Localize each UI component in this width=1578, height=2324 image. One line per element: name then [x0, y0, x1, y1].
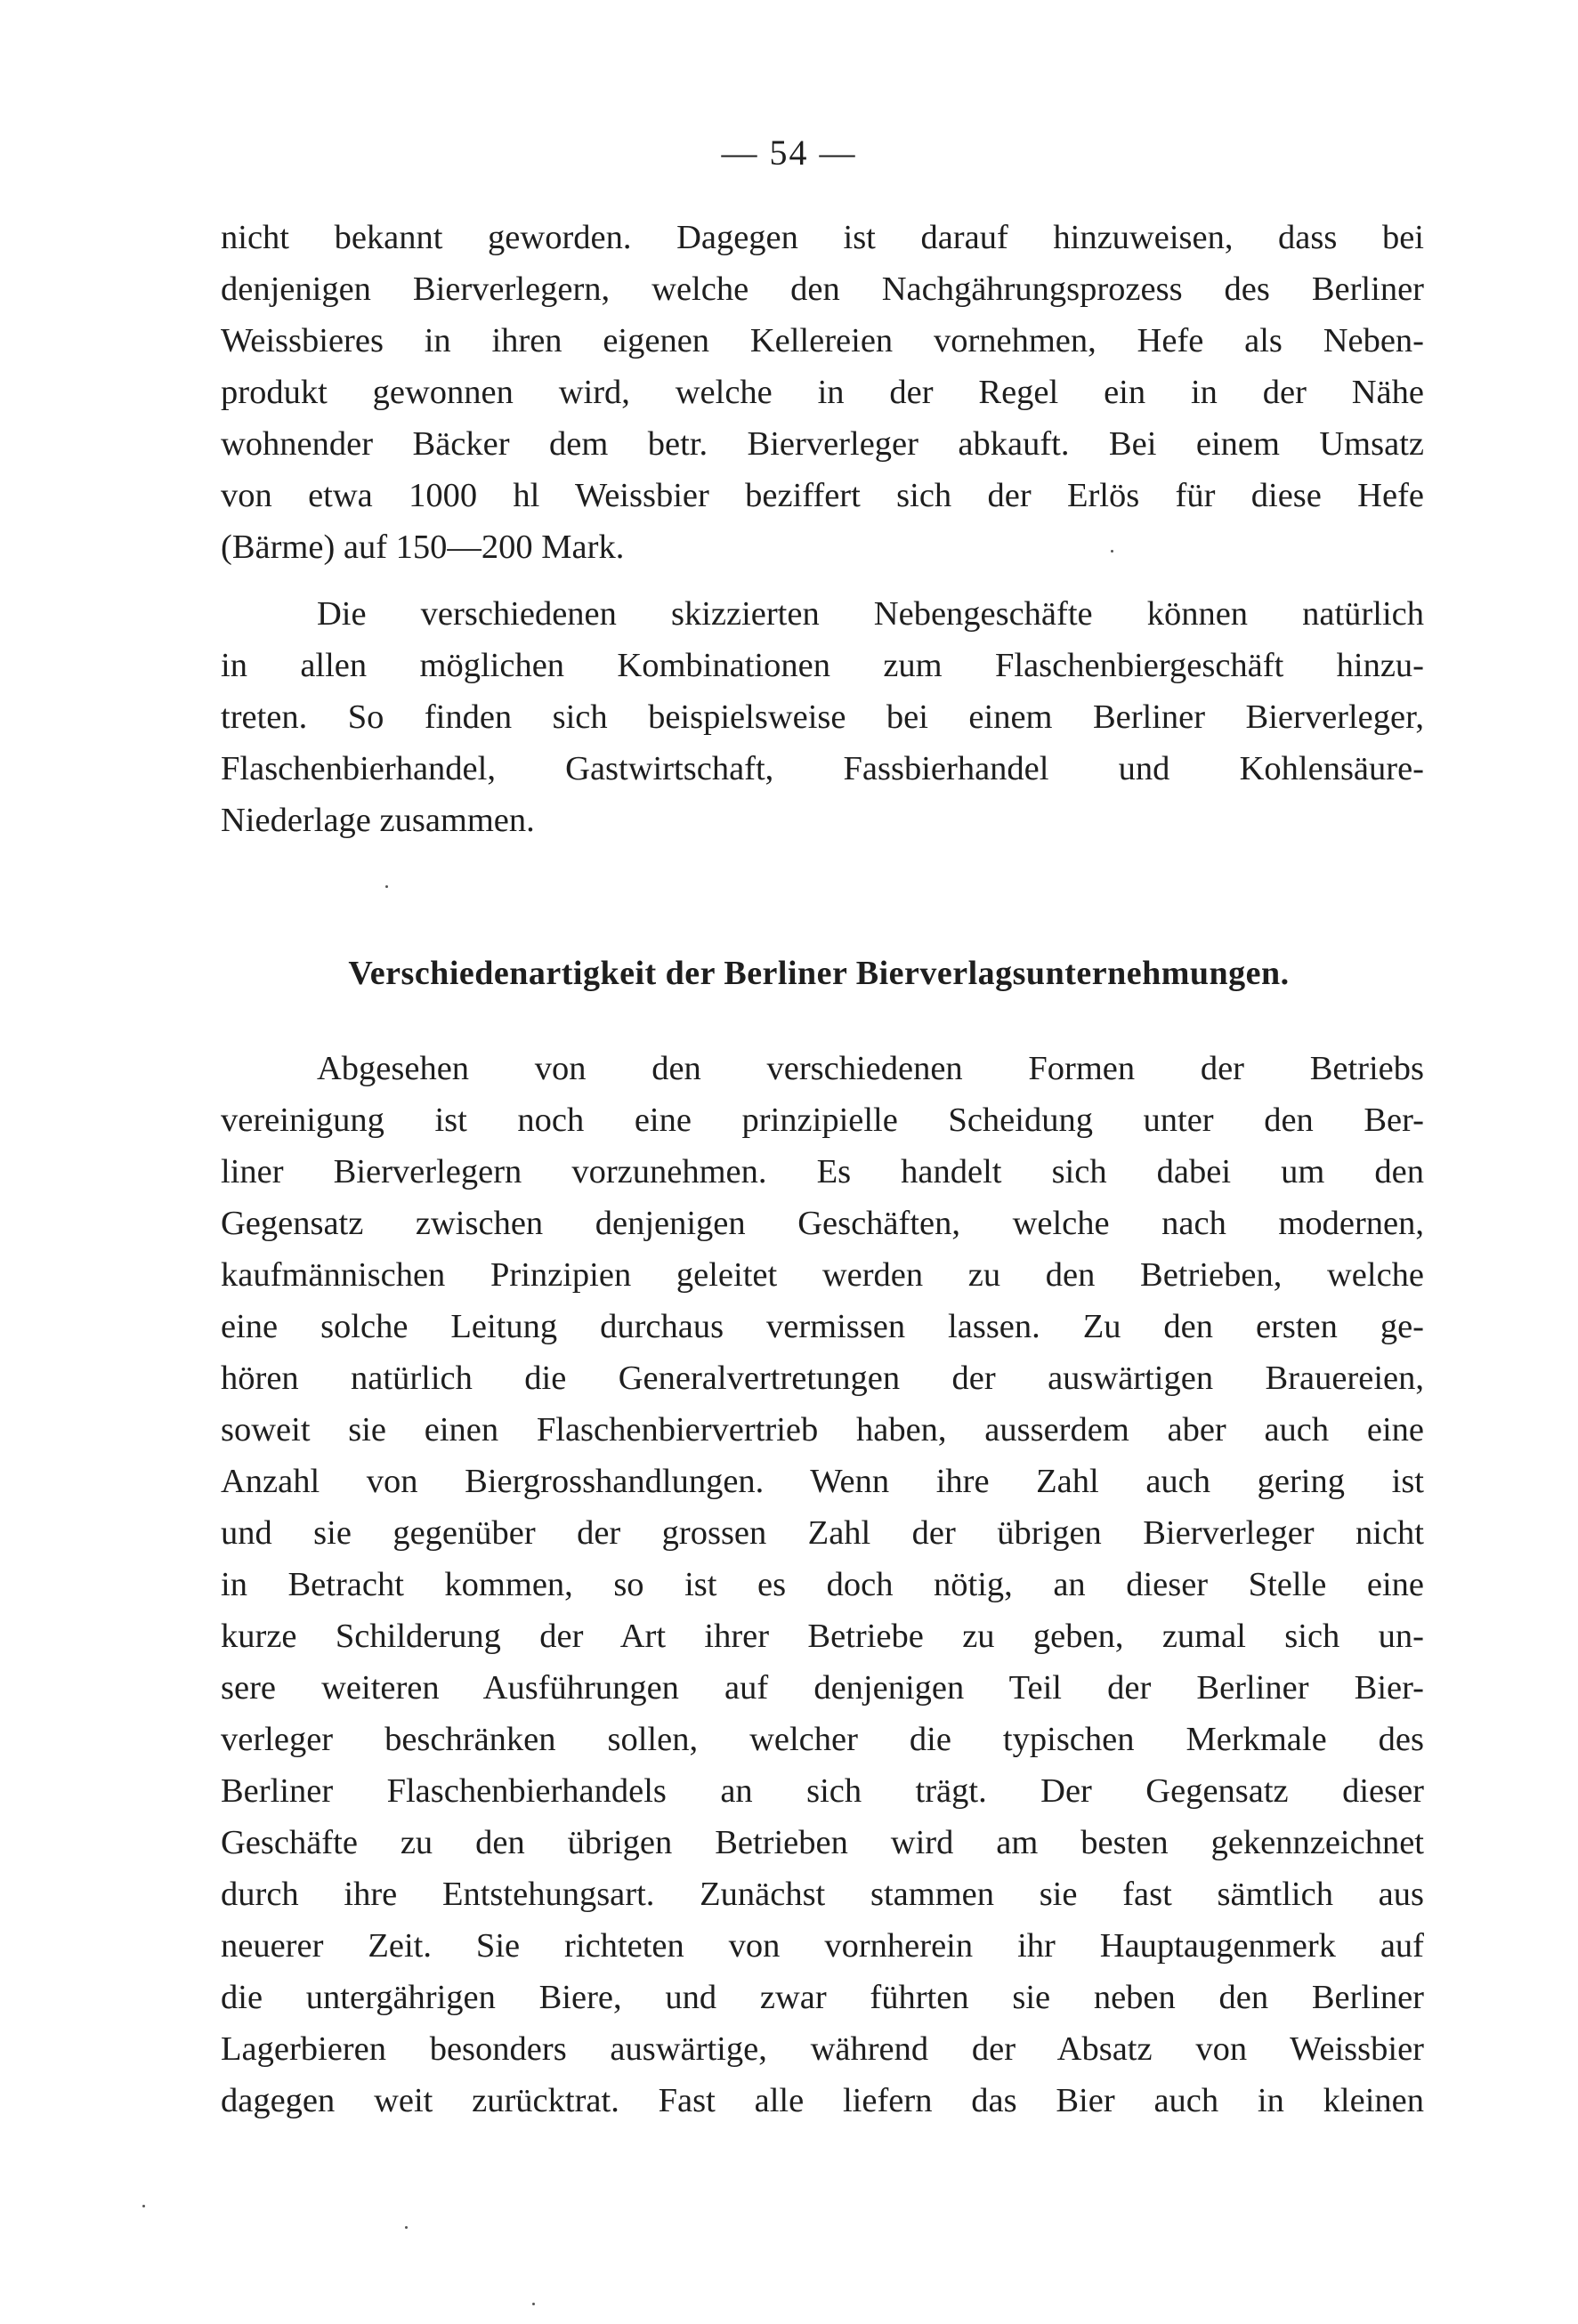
- paragraph-2: [221, 588, 1424, 846]
- paragraph-1: [221, 212, 1424, 573]
- scan-speck: [142, 2205, 145, 2207]
- scan-speck: [1111, 550, 1113, 553]
- scan-speck: [405, 2226, 408, 2229]
- text-line: (Bärme) auf 150—200 Mark.: [221, 529, 625, 566]
- text-line: Abgesehen von den verschiedenen Formen der Betriebs: [317, 1050, 1424, 1087]
- text-line: die untergährigen Biere, und zwar führten sie neben den Berliner: [221, 1979, 1424, 2016]
- text-line: kaufmännischen Prinzipien geleitet werden zu den Betrieben, welche: [221, 1256, 1424, 1294]
- text-line: vereinigung ist noch eine prinzipielle Scheidung unter den Ber-: [221, 1101, 1424, 1139]
- text-line: Anzahl von Biergrosshandlungen. Wenn ihre Zahl auch gering ist: [221, 1463, 1424, 1500]
- text-line: Gegensatz zwischen denjenigen Geschäften, welche nach modernen,: [221, 1205, 1424, 1242]
- text-line: Niederlage zusammen.: [221, 802, 535, 839]
- text-line: von etwa 1000 hl Weissbier beziffert sich der Erlös für diese Hefe: [221, 477, 1424, 514]
- scan-speck: [532, 2303, 535, 2305]
- text-line: Geschäfte zu den übrigen Betrieben wird am besten gekennzeichnet: [221, 1824, 1424, 1861]
- text-line: Die verschiedenen skizzierten Nebengeschäfte können natürlich: [317, 595, 1424, 633]
- text-line: Flaschenbierhandel, Gastwirtschaft, Fassbierhandel und Kohlensäure-: [221, 750, 1424, 787]
- text-line: Lagerbieren besonders auswärtige, während der Absatz von Weissbier: [221, 2030, 1424, 2068]
- scan-speck: [385, 885, 388, 888]
- text-line: in Betracht kommen, so ist es doch nötig, an dieser Stelle eine: [221, 1566, 1424, 1603]
- paragraph-3: [221, 1043, 1424, 2126]
- text-line: neuerer Zeit. Sie richteten von vornherein ihr Hauptaugenmerk auf: [221, 1927, 1424, 1965]
- text-line: hören natürlich die Generalvertretungen der auswärtigen Brauereien,: [221, 1360, 1424, 1397]
- text-line: eine solche Leitung durchaus vermissen lassen. Zu den ersten ge-: [221, 1308, 1424, 1345]
- text-line: in allen möglichen Kombinationen zum Flaschenbiergeschäft hinzu-: [221, 647, 1424, 684]
- text-line: nicht bekannt geworden. Dagegen ist darauf hinzuweisen, dass bei: [221, 219, 1424, 256]
- text-line: dagegen weit zurücktrat. Fast alle liefern das Bier auch in kleinen: [221, 2082, 1424, 2119]
- text-line: wohnender Bäcker dem betr. Bierverleger abkauft. Bei einem Umsatz: [221, 425, 1424, 463]
- text-line: und sie gegenüber der grossen Zahl der übrigen Bierverleger nicht: [221, 1514, 1424, 1552]
- text-line: liner Bierverlegern vorzunehmen. Es handelt sich dabei um den: [221, 1153, 1424, 1190]
- text-line: denjenigen Bierverlegern, welche den Nachgährungsprozess des Berliner: [221, 270, 1424, 308]
- section-heading: Verschiedenartigkeit der Berliner Bierverlagsunternehmungen.: [348, 955, 1290, 992]
- text-line: produkt gewonnen wird, welche in der Regel ein in der Nähe: [221, 374, 1424, 411]
- text-line: treten. So finden sich beispielsweise bei einem Berliner Bierverleger,: [221, 698, 1424, 736]
- text-line: Weissbieres in ihren eigenen Kellereien vornehmen, Hefe als Neben-: [221, 322, 1424, 359]
- text-line: durch ihre Entstehungsart. Zunächst stammen sie fast sämtlich aus: [221, 1876, 1424, 1913]
- text-line: kurze Schilderung der Art ihrer Betriebe zu geben, zumal sich un-: [221, 1618, 1424, 1655]
- text-line: sere weiteren Ausführungen auf denjenigen Teil der Berliner Bier-: [221, 1669, 1424, 1707]
- page-number: — 54 —: [721, 133, 857, 173]
- text-line: Berliner Flaschenbierhandels an sich trägt. Der Gegensatz dieser: [221, 1772, 1424, 1810]
- text-line: soweit sie einen Flaschenbiervertrieb haben, ausserdem aber auch eine: [221, 1411, 1424, 1448]
- text-line: verleger beschränken sollen, welcher die typischen Merkmale des: [221, 1721, 1424, 1758]
